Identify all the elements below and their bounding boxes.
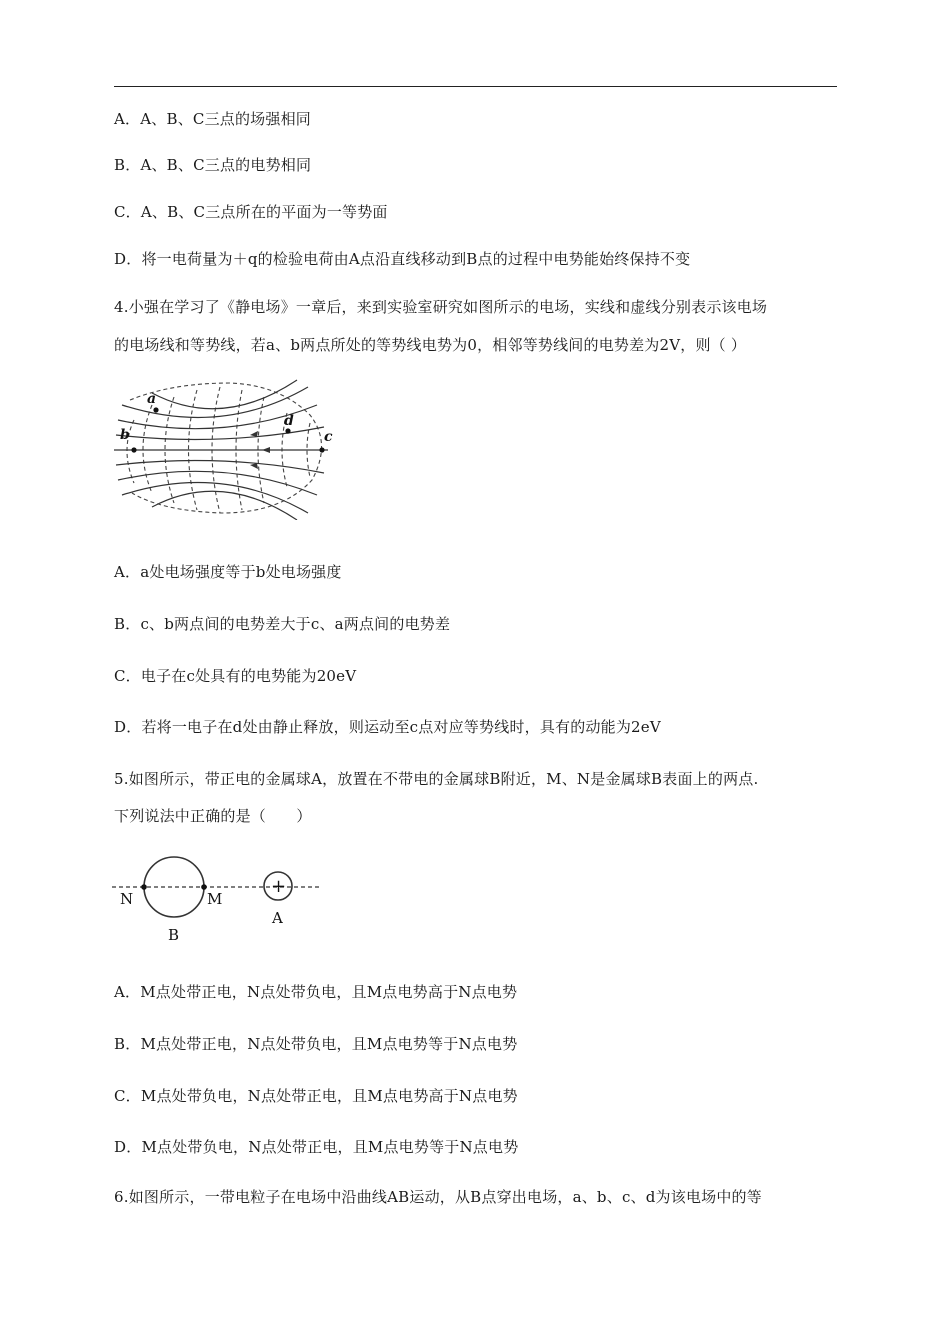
- q3-option-b: B．A、B、C三点的电势相同: [114, 156, 312, 174]
- q4-stem-line-2: 的电场线和等势线，若a、b两点所处的等势线电势为0，相邻等势线间的电势差为2V，则（ ）: [114, 336, 747, 354]
- figure-label-b: b: [120, 427, 130, 443]
- header-rule: [114, 86, 837, 87]
- q4-option-d: D．若将一电子在d处由静止释放，则运动至c点对应等势线时，具有的动能为2eV: [114, 718, 661, 736]
- electric-field-figure: [112, 375, 342, 520]
- q4-option-b: B．c、b两点间的电势差大于c、a两点间的电势差: [114, 615, 451, 633]
- q3-option-c: C．A、B、C三点所在的平面为一等势面: [114, 203, 388, 221]
- figure-label-d: d: [284, 413, 294, 429]
- figure-label-b: B: [168, 926, 180, 944]
- figure-plus-sign: +: [271, 876, 287, 897]
- q3-option-d: D．将一电荷量为＋q的检验电荷由A点沿直线移动到B点的过程中电势能始终保持不变: [114, 250, 691, 268]
- q6-stem-line-1: 6.如图所示，一带电粒子在电场中沿曲线AB运动，从B点穿出电场，a、b、c、d为该电场中的等: [114, 1188, 762, 1206]
- figure-label-a: a: [147, 391, 157, 407]
- figure-label-m: M: [207, 890, 223, 908]
- q3-option-a: A．A、B、C三点的场强相同: [114, 110, 311, 128]
- metal-spheres-figure: [112, 850, 327, 950]
- q5-stem-line-2: 下列说法中正确的是（ ）: [114, 807, 312, 825]
- q4-option-a: A．a处电场强度等于b处电场强度: [114, 563, 342, 581]
- q5-option-b: B．M点处带正电，N点处带负电，且M点电势等于N点电势: [114, 1035, 518, 1053]
- figure-label-a: A: [272, 909, 283, 927]
- figure-label-c: c: [324, 429, 333, 445]
- figure-label-n: N: [120, 890, 134, 908]
- q5-option-d: D．M点处带负电，N点处带正电，且M点电势等于N点电势: [114, 1138, 519, 1156]
- q5-option-a: A．M点处带正电，N点处带负电，且M点电势高于N点电势: [114, 983, 518, 1001]
- q4-option-c: C．电子在c处具有的电势能为20eV: [114, 667, 357, 685]
- q5-option-c: C．M点处带负电，N点处带正电，且M点电势高于N点电势: [114, 1087, 518, 1105]
- q4-stem-line-1: 4.小强在学习了《静电场》一章后，来到实验室研究如图所示的电场，实线和虚线分别表示该电场: [114, 298, 768, 316]
- q5-stem-line-1: 5.如图所示，带正电的金属球A，放置在不带电的金属球B附近，M、N是金属球B表面上的两点.: [114, 770, 759, 788]
